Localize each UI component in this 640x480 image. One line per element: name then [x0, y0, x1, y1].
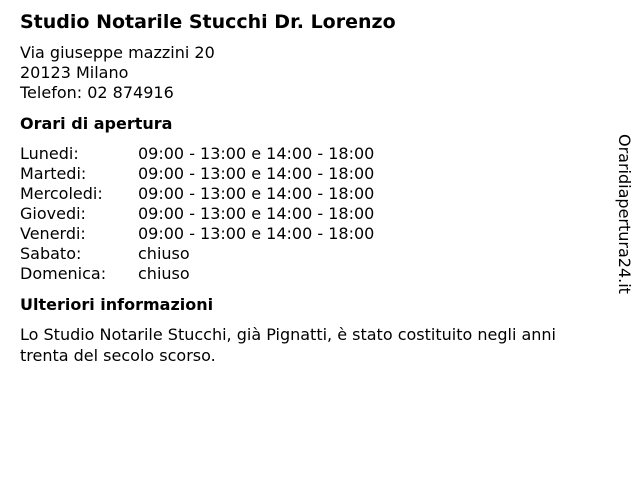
hours-row-sunday: [20, 264, 610, 284]
business-name: Studio Notarile Stucchi Dr. Lorenzo: [20, 11, 396, 33]
hours-row-wednesday: [20, 184, 610, 204]
day-label: Sabato:: [20, 244, 82, 263]
hours-row-friday: [20, 224, 610, 244]
hours-row-saturday: [20, 244, 610, 264]
city-address: 20123 Milano: [20, 63, 129, 82]
day-label: Venerdi:: [20, 224, 86, 243]
phone-number: Telefon: 02 874916: [20, 83, 174, 102]
opening-hours-table: [20, 144, 610, 284]
hours-value: chiuso: [138, 244, 190, 263]
opening-hours-heading: Orari di apertura: [20, 114, 173, 133]
hours-value: 09:00 - 13:00 e 14:00 - 18:00: [138, 164, 375, 183]
hours-value: chiuso: [138, 264, 190, 283]
street-address: Via giuseppe mazzini 20: [20, 43, 215, 62]
hours-row-monday: [20, 144, 610, 164]
day-label: Lunedi:: [20, 144, 79, 163]
day-label: Domenica:: [20, 264, 107, 283]
day-label: Mercoledi:: [20, 184, 103, 203]
address-block: [20, 43, 610, 103]
hours-row-tuesday: [20, 164, 610, 184]
site-watermark: Oraridiapertura24.it: [615, 134, 634, 294]
hours-value: 09:00 - 13:00 e 14:00 - 18:00: [138, 144, 375, 163]
hours-row-thursday: [20, 204, 610, 224]
hours-value: 09:00 - 13:00 e 14:00 - 18:00: [138, 184, 375, 203]
day-label: Giovedi:: [20, 204, 86, 223]
additional-info-text: Lo Studio Notarile Stucchi, già Pignatti, è stato costituito negli anni trenta del secolo scorso.: [20, 325, 556, 365]
business-card: [20, 10, 610, 366]
day-label: Martedi:: [20, 164, 87, 183]
additional-info-heading: Ulteriori informazioni: [20, 295, 214, 314]
hours-value: 09:00 - 13:00 e 14:00 - 18:00: [138, 224, 375, 243]
hours-value: 09:00 - 13:00 e 14:00 - 18:00: [138, 204, 375, 223]
